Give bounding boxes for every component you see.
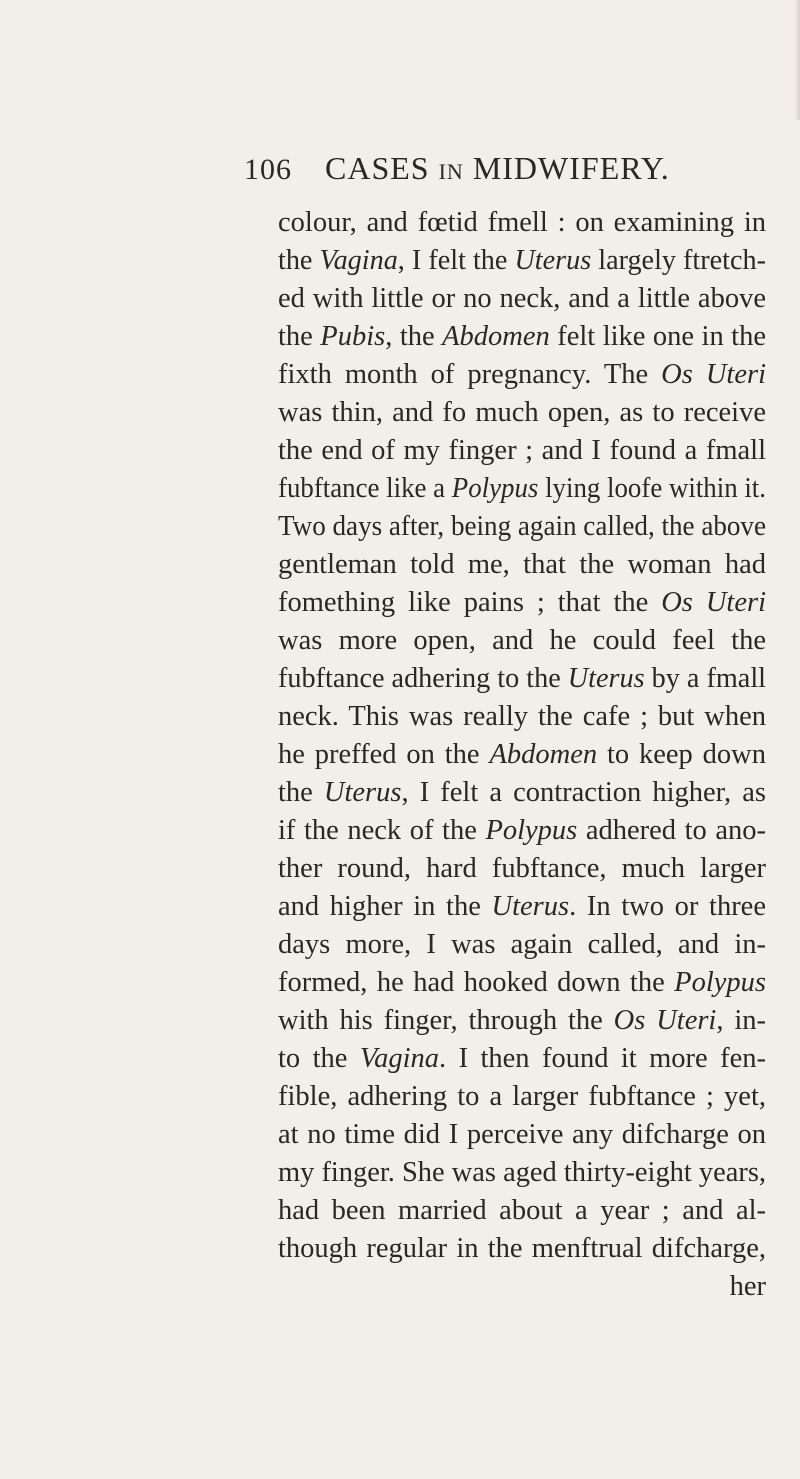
text-line-content xyxy=(278,926,766,964)
text-segment: though regular in the menftrual difcharge, xyxy=(278,1233,766,1264)
text-segment: . I then found it more fen- xyxy=(439,1043,766,1074)
text-line xyxy=(278,432,766,470)
text-line-content xyxy=(278,508,766,546)
italic-term: Uterus xyxy=(491,891,570,922)
text-line-content xyxy=(278,1116,766,1154)
text-line-content xyxy=(278,318,766,356)
text-line-content xyxy=(278,1040,766,1078)
italic-term: Os Uteri xyxy=(661,359,766,390)
text-segment: to the xyxy=(278,1043,360,1074)
text-segment: my finger. She was aged thirty-eight years, xyxy=(278,1157,766,1188)
italic-term: Abdomen xyxy=(489,739,598,770)
header-title-in: IN xyxy=(438,159,464,184)
header-title-cases: CASES xyxy=(325,150,430,186)
page-number: 106 xyxy=(244,153,292,186)
text-line xyxy=(278,1154,766,1192)
text-line xyxy=(278,318,766,356)
text-line xyxy=(278,1192,766,1230)
text-segment: fible, adhering to a larger fubftance ; yet, xyxy=(278,1081,766,1112)
text-segment: gentleman told me, that the woman had xyxy=(278,549,766,580)
text-line xyxy=(278,1002,766,1040)
text-segment: was thin, and fo much open, as to receive xyxy=(278,397,766,428)
text-segment: . In two or three xyxy=(569,891,766,922)
text-segment: by a fmall xyxy=(644,663,766,694)
italic-term: Vagina xyxy=(319,245,398,276)
italic-term: Polypus xyxy=(451,473,539,504)
text-segment: lying loofe within it. xyxy=(538,473,766,504)
text-line-content xyxy=(278,812,766,850)
text-segment: neck. This was really the cafe ; but when xyxy=(278,701,766,732)
text-line xyxy=(278,622,766,660)
text-line xyxy=(278,470,766,508)
text-segment: with his finger, through the xyxy=(278,1005,614,1036)
text-line-content xyxy=(278,622,766,660)
text-line-content xyxy=(278,964,766,1002)
text-segment: the xyxy=(278,245,320,276)
text-segment: formed, he had hooked down the xyxy=(278,967,675,998)
running-header xyxy=(244,150,714,194)
italic-term: Uterus xyxy=(514,245,592,276)
text-line xyxy=(278,660,766,698)
text-line xyxy=(278,1116,766,1154)
text-segment: colour, and fœtid fmell : on examining in xyxy=(278,207,766,238)
text-line-content xyxy=(278,1002,766,1040)
italic-term: Uterus xyxy=(567,663,645,694)
text-line-content xyxy=(278,584,766,622)
text-segment: he preffed on the xyxy=(278,739,490,770)
text-segment: adhered to ano- xyxy=(577,815,766,846)
text-line-content xyxy=(278,850,766,888)
text-line-content xyxy=(278,888,766,926)
text-line xyxy=(278,546,766,584)
italic-term: Vagina xyxy=(359,1043,440,1074)
text-line xyxy=(278,812,766,850)
text-line-content xyxy=(278,394,766,432)
text-line-content xyxy=(278,698,766,736)
text-line xyxy=(278,1040,766,1078)
italic-term: Uterus xyxy=(323,777,402,808)
text-line-content xyxy=(278,204,766,242)
text-line-content xyxy=(278,1078,766,1116)
text-segment: felt like one in the xyxy=(549,321,766,352)
text-segment: , the xyxy=(385,321,443,352)
text-line xyxy=(278,584,766,622)
text-line xyxy=(278,394,766,432)
text-segment: was more open, and he could feel the xyxy=(278,625,766,656)
text-line xyxy=(278,888,766,926)
text-segment: fixth month of pregnancy. The xyxy=(278,359,662,390)
text-line-content xyxy=(278,356,766,394)
text-line xyxy=(278,774,766,812)
text-segment: fubftance adhering to the xyxy=(278,663,568,694)
text-segment: and higher in the xyxy=(278,891,492,922)
text-line-content xyxy=(278,470,766,508)
italic-term: Pubis xyxy=(320,321,386,352)
text-line-content xyxy=(278,660,766,698)
text-segment: , I felt a contraction higher, as xyxy=(401,777,766,808)
text-line xyxy=(278,850,766,888)
text-line xyxy=(278,926,766,964)
text-line xyxy=(278,1230,766,1268)
text-line-content xyxy=(278,280,766,318)
text-segment: fomething like pains ; that the xyxy=(278,587,662,618)
text-segment: largely ftretch- xyxy=(591,245,766,276)
text-segment: at no time did I perceive any difcharge on xyxy=(278,1119,766,1150)
text-line xyxy=(278,508,766,546)
text-line-content xyxy=(278,1230,766,1268)
text-line xyxy=(278,280,766,318)
text-line-content xyxy=(278,432,766,470)
text-line xyxy=(278,242,766,280)
header-title-midwifery: MIDWIFERY. xyxy=(472,150,670,186)
text-segment: if the neck of the xyxy=(278,815,486,846)
text-segment: fubftance like a xyxy=(278,473,452,504)
italic-term: Os Uteri xyxy=(661,587,766,618)
text-line-content xyxy=(278,1192,766,1230)
text-segment: ther round, hard fubftance, much larger xyxy=(278,853,766,884)
italic-term: Abdomen xyxy=(442,321,550,352)
text-line-content xyxy=(278,1154,766,1192)
text-line-content xyxy=(278,774,766,812)
catchword: her xyxy=(729,1271,766,1302)
text-segment: Two days after, being again called, the above xyxy=(278,511,766,542)
text-segment: the xyxy=(278,777,324,808)
text-segment: , I felt the xyxy=(397,245,515,276)
text-line-content xyxy=(278,736,766,774)
text-line xyxy=(278,204,766,242)
text-line xyxy=(278,356,766,394)
text-line-content xyxy=(278,546,766,584)
text-segment: the end of my finger ; and I found a fmall xyxy=(278,435,766,466)
body-text xyxy=(278,204,766,1306)
text-segment: days more, I was again called, and in- xyxy=(278,929,766,960)
text-line xyxy=(278,964,766,1002)
text-segment: ed with little or no neck, and a little above xyxy=(278,283,766,314)
italic-term: Polypus xyxy=(674,967,766,998)
page-edge-shadow xyxy=(794,0,800,120)
italic-term: Os Uteri xyxy=(613,1005,717,1036)
text-segment: the xyxy=(278,321,321,352)
text-segment: to keep down xyxy=(597,739,766,770)
text-line-content xyxy=(278,242,766,280)
italic-term: Polypus xyxy=(485,815,578,846)
text-segment: had been married about a year ; and al- xyxy=(278,1195,766,1226)
text-line xyxy=(278,698,766,736)
text-line xyxy=(278,1078,766,1116)
text-segment: , in- xyxy=(716,1005,766,1036)
text-line xyxy=(278,736,766,774)
